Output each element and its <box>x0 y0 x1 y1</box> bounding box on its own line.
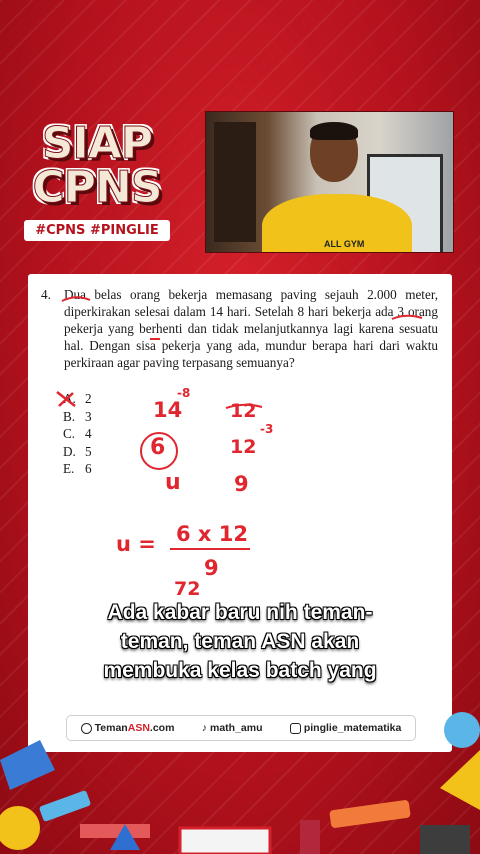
equation-lhs: u = <box>116 532 156 556</box>
hand-minus-8: -8 <box>177 386 191 400</box>
caption-line-2: teman, teman ASN akan <box>120 630 360 653</box>
caption-line-3: membuka kelas batch yang <box>103 659 377 682</box>
hand-14: 14 <box>153 398 183 422</box>
underline-marks <box>0 0 480 420</box>
hand-12-bottom: 12 <box>230 436 257 458</box>
tiktok-icon: ♪ <box>201 722 207 734</box>
logo-line-1: SIAP <box>41 118 153 169</box>
hand-72: 72 <box>174 578 201 600</box>
instagram-link[interactable]: pinglie_matematika <box>290 722 401 734</box>
hand-12-top: 12 <box>230 400 257 422</box>
shirt-print: ALL GYM <box>324 239 365 249</box>
hashtags-badge: #CPNS #PINGLIE <box>24 220 170 241</box>
option-c[interactable]: C. 4 <box>63 426 92 441</box>
equation-denominator: 9 <box>204 556 219 580</box>
fraction-line <box>170 548 250 550</box>
tiktok-link[interactable]: ♪ math_amu <box>201 722 263 734</box>
hand-minus-3: -3 <box>260 422 274 436</box>
caption-line-1: Ada kabar baru nih teman- <box>107 601 373 624</box>
logo-line-2: CPNS <box>32 162 162 213</box>
equation-numerator: 6 x 12 <box>176 522 249 546</box>
option-a[interactable]: A. 2 <box>63 391 92 406</box>
stationery-decoration <box>0 700 480 854</box>
hand-9: 9 <box>234 472 249 496</box>
option-d[interactable]: D. 5 <box>63 443 92 459</box>
website-link[interactable]: Teman ASN .com <box>81 722 175 734</box>
video-caption <box>0 598 480 685</box>
hand-u: u <box>165 470 181 495</box>
question-text: Dua belas orang bekerja memasang paving sejauh 2.000 meter, diperkirakan selesai dalam 14 hari. Setelah 8 hari bekerja ada 3 orang pekerja yang berhenti dan tidak melanjutkannya lagi karena sesuatu hal. Dengan sisa pekerja yang ada, mundur berapa hari dari waktu perkiraan agar paving terpasang semuanya? <box>64 287 438 370</box>
option-e[interactable]: E. 6 <box>63 461 92 476</box>
hand-6: 6 <box>150 435 166 460</box>
question-number: 4. <box>41 287 51 302</box>
option-b[interactable]: B. 3 <box>63 408 92 424</box>
